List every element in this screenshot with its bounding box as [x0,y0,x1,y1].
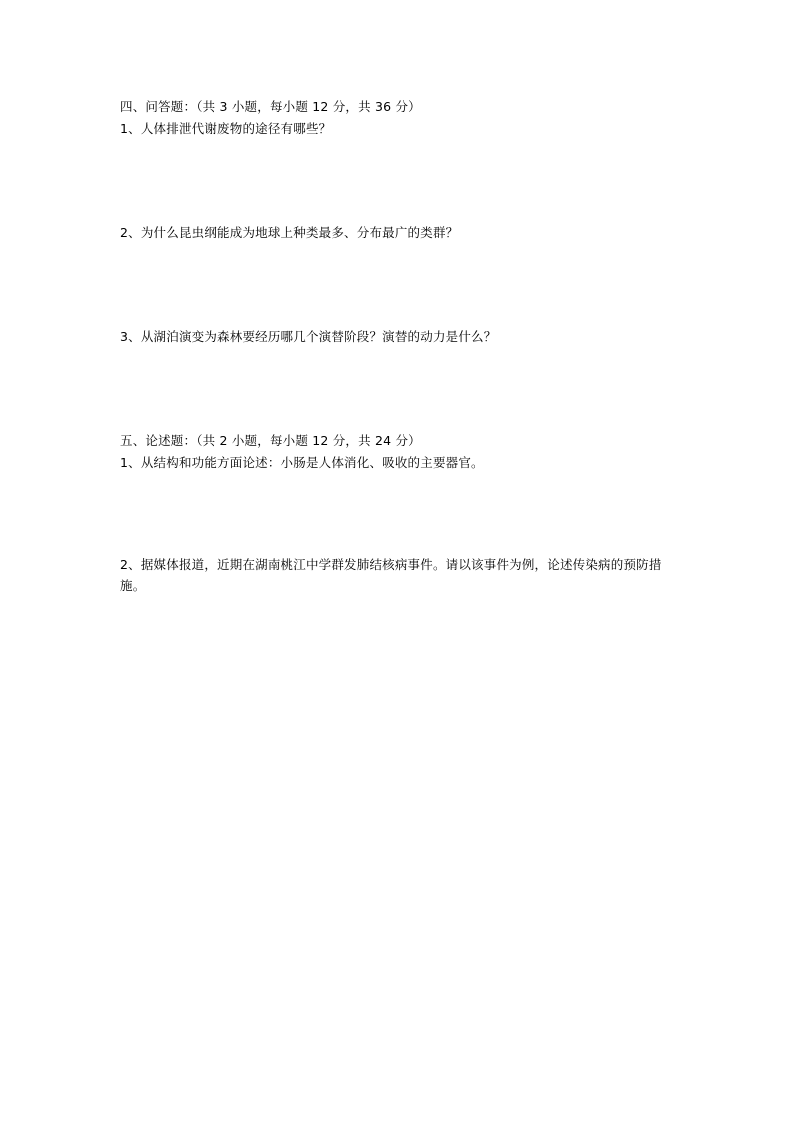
section-4-question-2: 2、为什么昆虫纲能成为地球上种类最多、分布最广的类群？ [120,225,459,240]
section-4-question-3: 3、从湖泊演变为森林要经历哪几个演替阶段？演替的动力是什么？ [120,329,497,344]
section-4-question-1: 1、人体排泄代谢废物的途径有哪些？ [120,121,332,136]
section-5-question-1: 1、从结构和功能方面论述：小肠是人体消化、吸收的主要器官。 [120,455,484,470]
section-5-question-2: 2、据媒体报道，近期在湖南桃江中学群发肺结核病事件。请以该事件为例，论述传染病的预防措施。 [120,557,662,593]
section-5-heading: 五、论述题：（共 2 小题，每小题 12 分，共 24 分） [120,433,421,448]
section-4-heading: 四、问答题：（共 3 小题，每小题 12 分，共 36 分） [120,99,421,114]
